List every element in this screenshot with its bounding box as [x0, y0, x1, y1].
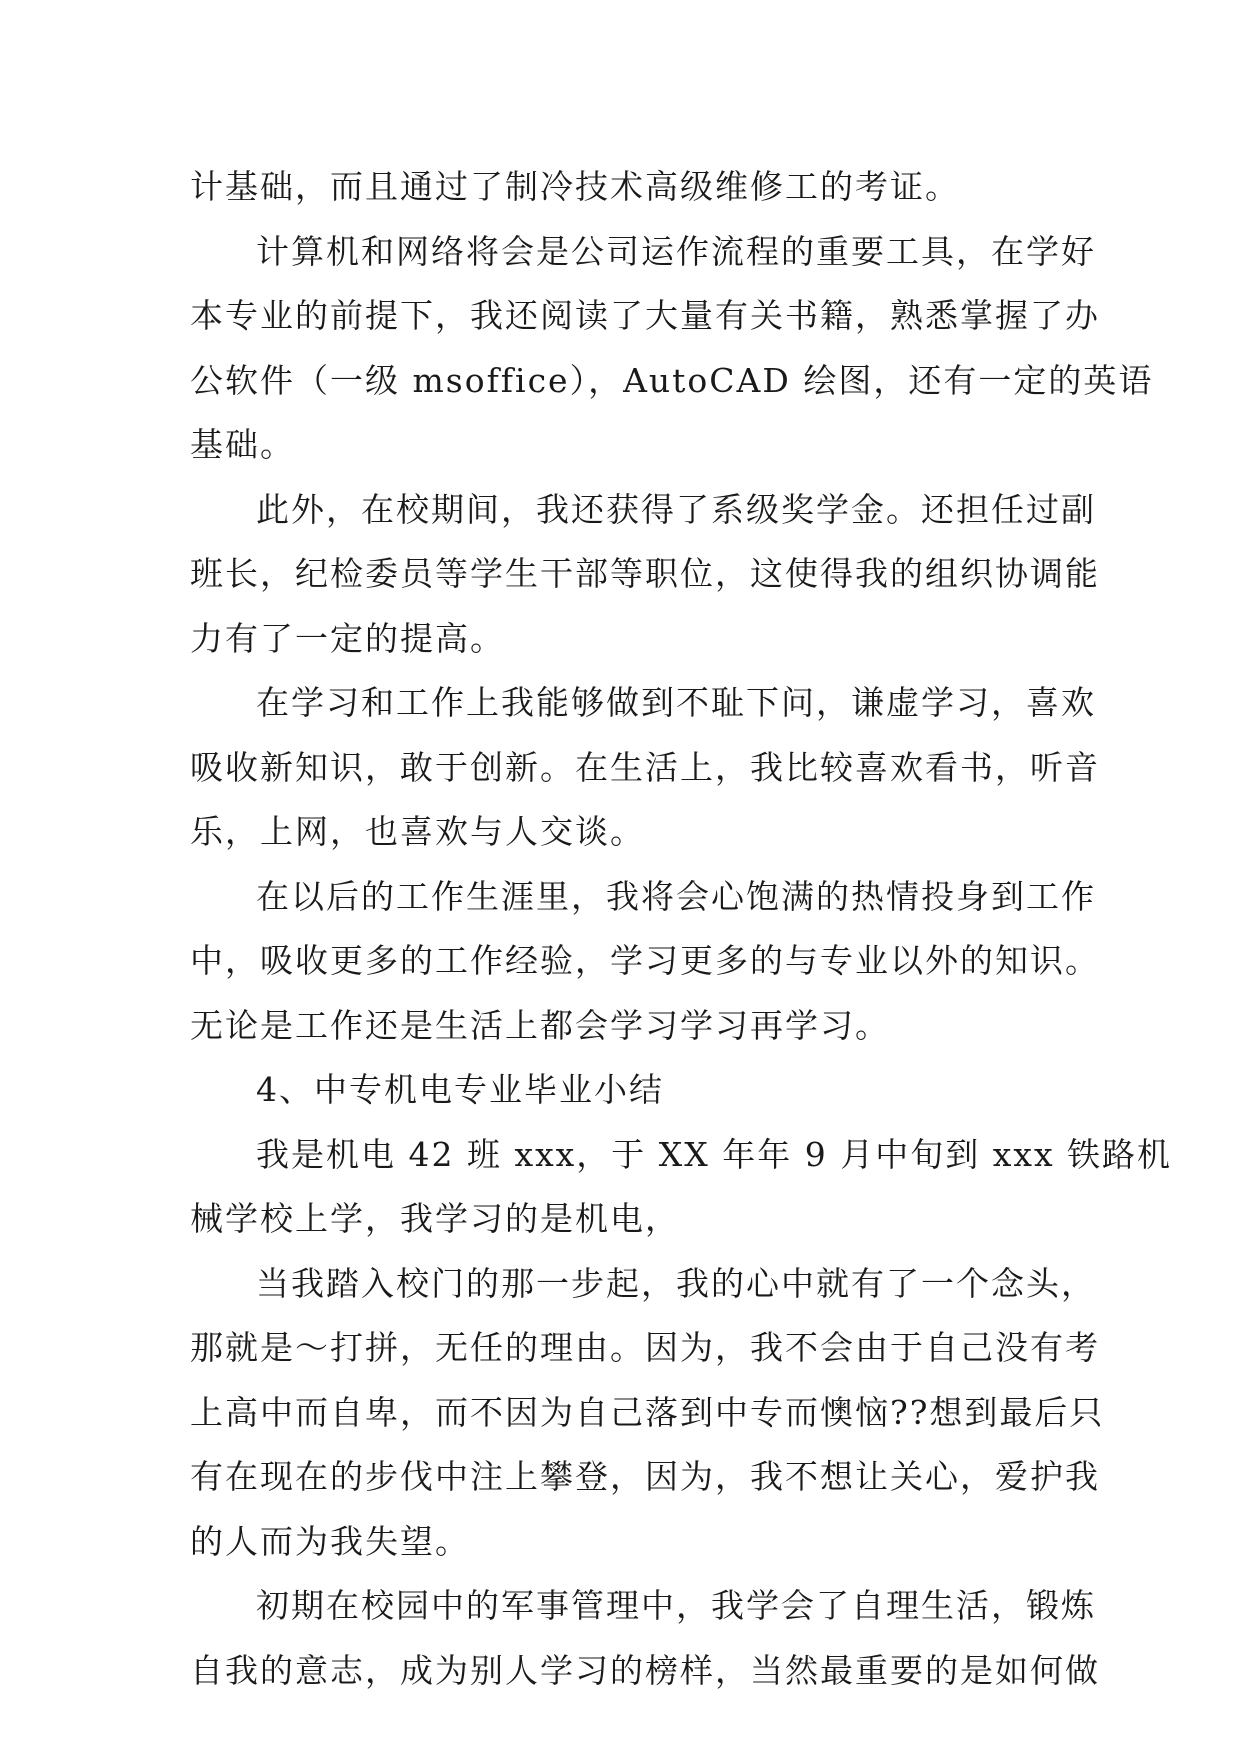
text-line: 有在现在的步伐中注上攀登，因为，我不想让关心，爱护我 — [190, 1457, 1100, 1496]
text-line: 无论是工作还是生活上都会学习学习再学习。 — [190, 1005, 890, 1045]
text-line: 自我的意志，成为别人学习的榜样，当然最重要的是如何做 — [190, 1650, 1100, 1690]
text-line: 上高中而自卑，而不因为自己落到中专而懊恼??想到最后只 — [190, 1392, 1105, 1432]
text-line: 此外，在校期间，我还获得了系级奖学金。还担任过副 — [256, 489, 1096, 529]
document-body — [190, 155, 1173, 1703]
text-line: 在以后的工作生涯里，我将会心饱满的热情投身到工作 — [256, 876, 1096, 916]
text-line: 在学习和工作上我能够做到不耻下问，谦虚学习，喜欢 — [256, 683, 1096, 722]
text-line: 我是机电 42 班 xxx，于 XX 年年 9 月中旬到 xxx 铁路机 — [256, 1134, 1173, 1174]
text-line: 初期在校园中的军事管理中，我学会了自理生活，锻炼 — [256, 1586, 1096, 1625]
text-line: 基础。 — [190, 425, 295, 464]
text-line: 乐，上网，也喜欢与人交谈。 — [190, 812, 645, 851]
text-line: 计算机和网络将会是公司运作流程的重要工具，在学好 — [256, 231, 1096, 271]
text-line: 那就是～打拼，无任的理由。因为，我不会由于自己没有考 — [190, 1328, 1100, 1367]
text-line: 当我踏入校门的那一步起，我的心中就有了一个念头， — [256, 1263, 1096, 1303]
section-heading: 4、中专机电专业毕业小结 — [256, 1070, 664, 1109]
text-line: 本专业的前提下，我还阅读了大量有关书籍，熟悉掌握了办 — [190, 296, 1100, 335]
text-line: 力有了一定的提高。 — [190, 618, 505, 658]
text-line: 中，吸收更多的工作经验，学习更多的与专业以外的知识。 — [190, 941, 1100, 980]
text-line: 公软件（一级 msoffice），AutoCAD 绘图，还有一定的英语 — [190, 360, 1154, 400]
text-line: 吸收新知识，敢于创新。在生活上，我比较喜欢看书，听音 — [190, 747, 1100, 787]
text-line: 械学校上学，我学习的是机电， — [190, 1199, 680, 1238]
text-line: 计基础，而且通过了制冷技术高级维修工的考证。 — [190, 167, 960, 206]
text-line: 班长，纪检委员等学生干部等职位，这使得我的组织协调能 — [190, 554, 1100, 593]
text-line: 的人而为我失望。 — [190, 1521, 470, 1561]
